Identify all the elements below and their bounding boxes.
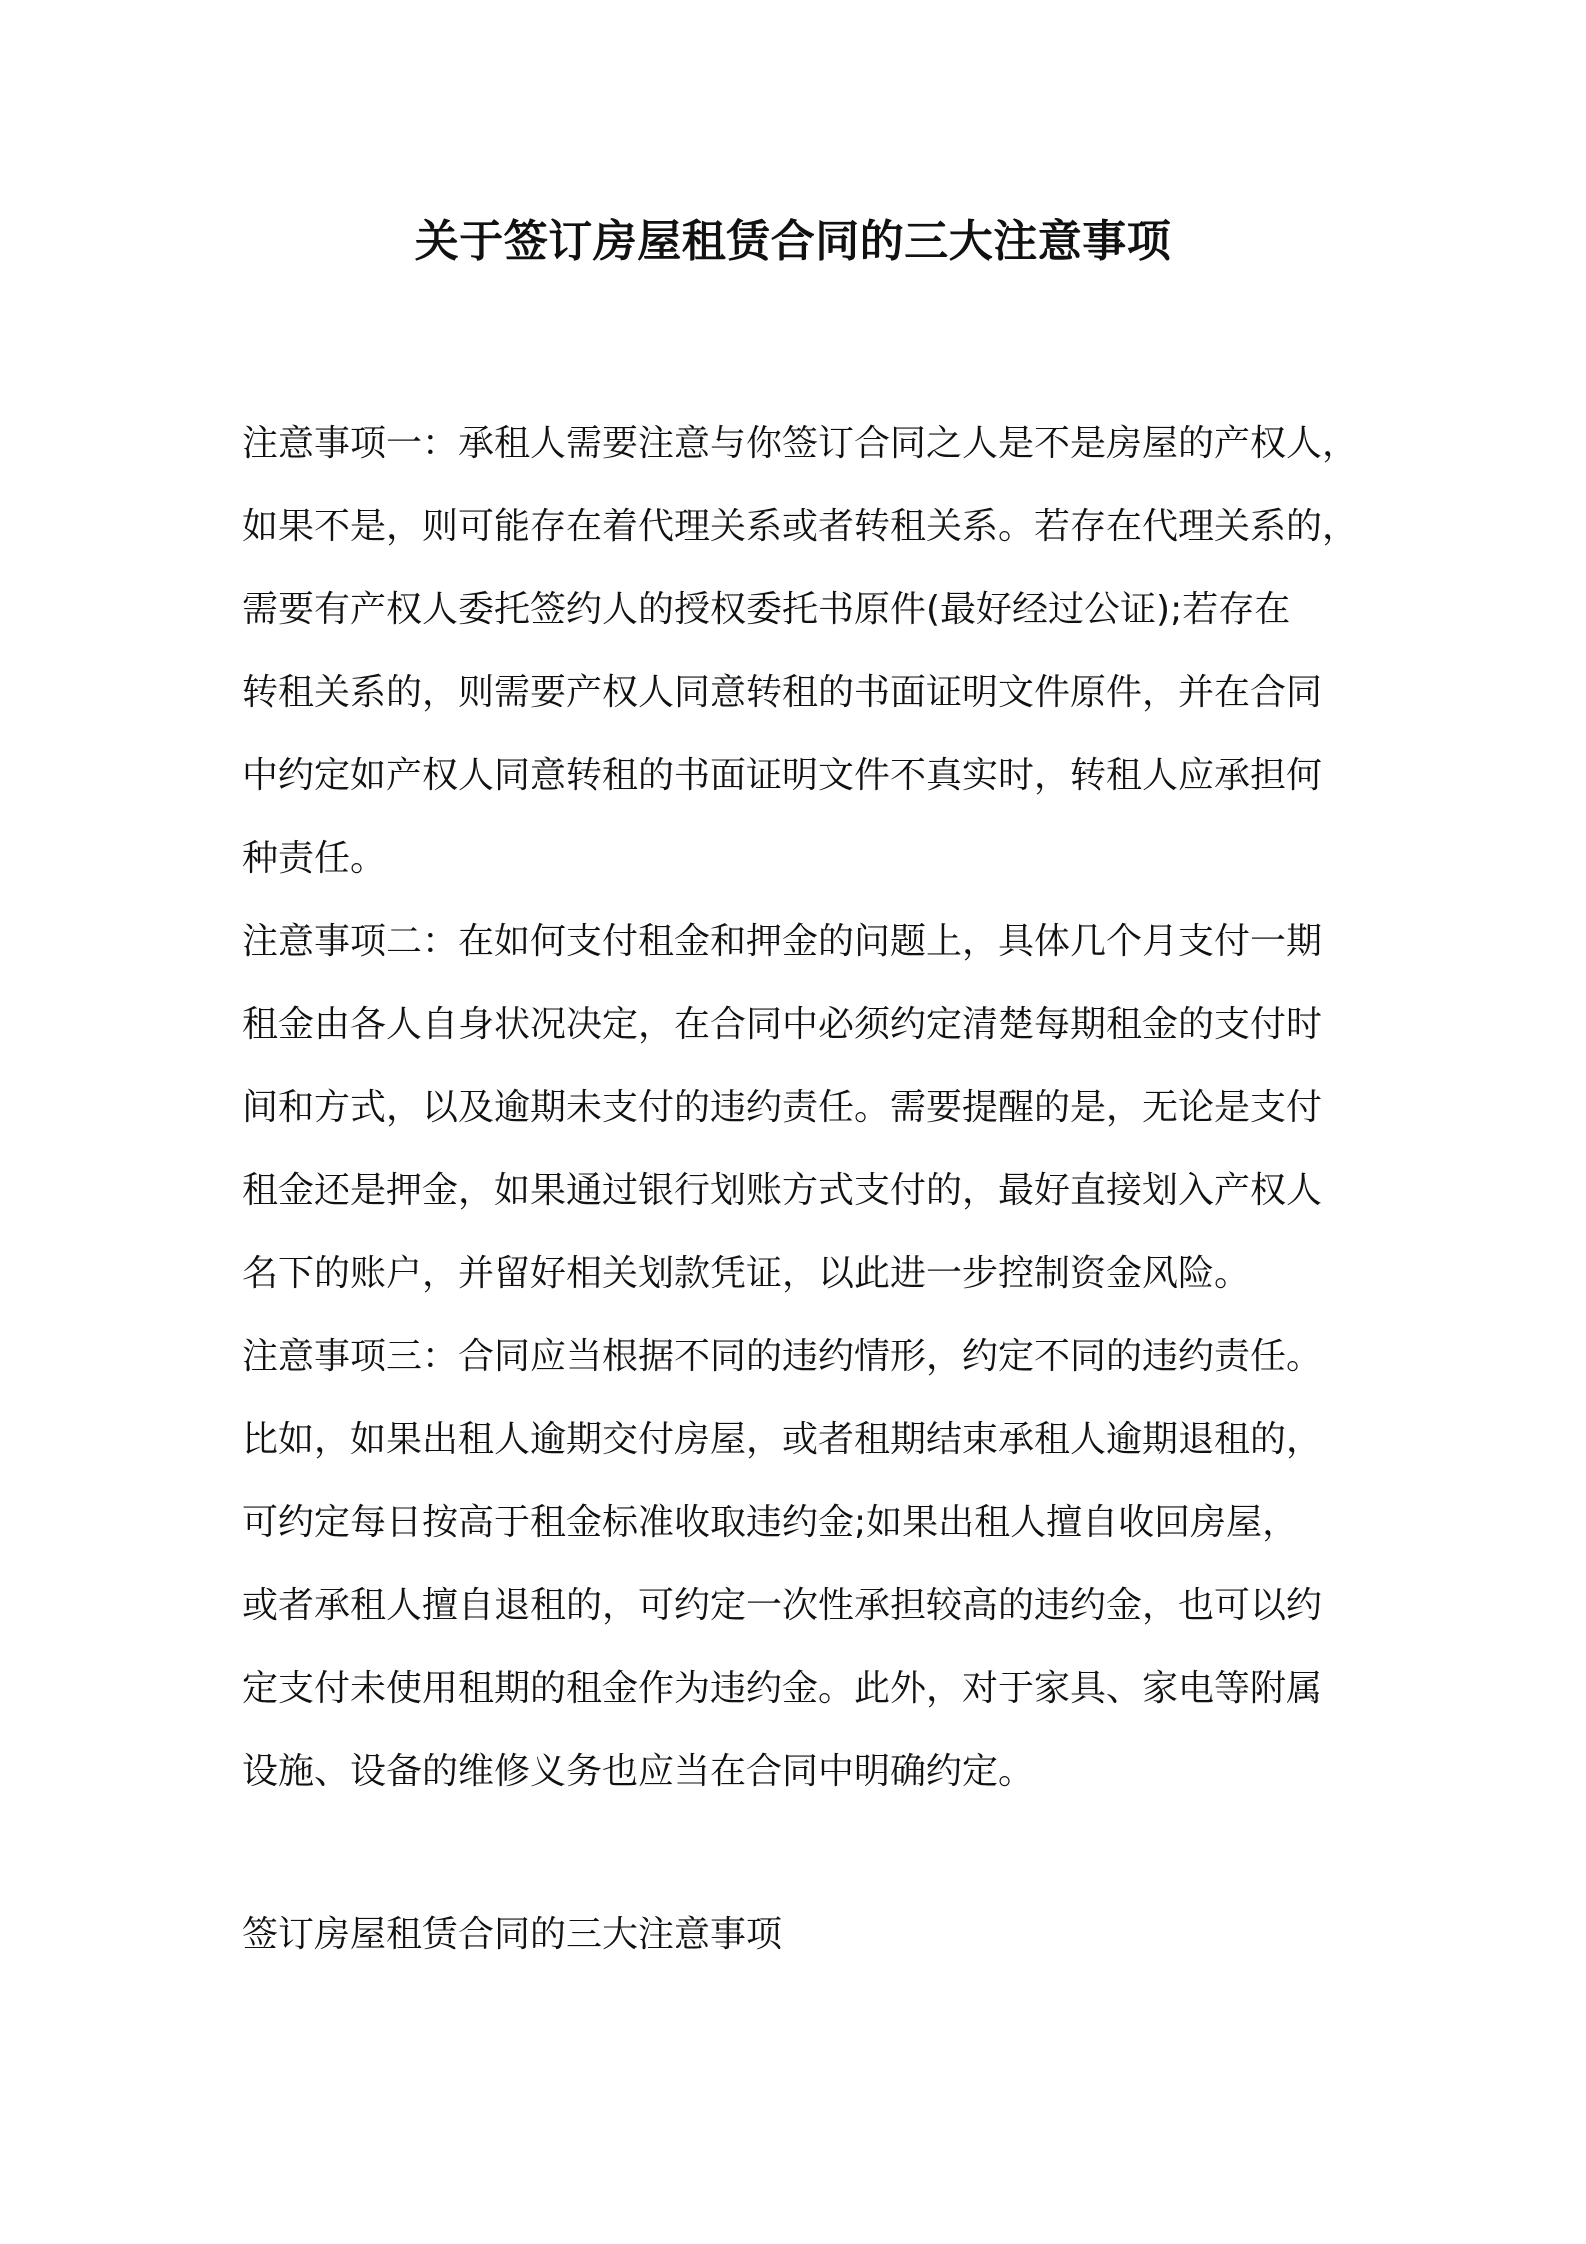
body-line: 租金还是押金，如果通过银行划账方式支付的，最好直接划入产权人 bbox=[242, 1170, 1323, 1211]
body-line: 租金由各人自身状况决定，在合同中必须约定清楚每期租金的支付时 bbox=[242, 1004, 1323, 1045]
body-line: 注意事项一：承租人需要注意与你签订合同之人是不是房屋的产权人， bbox=[242, 423, 1359, 464]
document-title: 关于签订房屋租赁合同的三大注意事项 bbox=[414, 216, 1172, 267]
body-line: 注意事项二：在如何支付租金和押金的问题上，具体几个月支付一期 bbox=[242, 921, 1323, 962]
body-line: 或者承租人擅自退租的，可约定一次性承担较高的违约金，也可以约 bbox=[242, 1585, 1323, 1626]
body-line: 注意事项三：合同应当根据不同的违约情形，约定不同的违约责任。 bbox=[242, 1336, 1323, 1377]
footer-heading: 签订房屋租赁合同的三大注意事项 bbox=[242, 1914, 783, 1955]
body-line: 名下的账户，并留好相关划款凭证，以此进一步控制资金风险。 bbox=[242, 1253, 1251, 1294]
document-body bbox=[242, 402, 1362, 1813]
body-line: 间和方式，以及逾期未支付的违约责任。需要提醒的是，无论是支付 bbox=[242, 1087, 1323, 1128]
body-line: 设施、设备的维修义务也应当在合同中明确约定。 bbox=[242, 1751, 1035, 1792]
body-line: 转租关系的，则需要产权人同意转租的书面证明文件原件，并在合同 bbox=[242, 672, 1323, 713]
body-line: 如果不是，则可能存在着代理关系或者转租关系。若存在代理关系的， bbox=[242, 506, 1359, 547]
body-line: 可约定每日按高于租金标准收取违约金;如果出租人擅自收回房屋， bbox=[242, 1502, 1299, 1543]
body-line: 需要有产权人委托签约人的授权委托书原件(最好经过公证);若存在 bbox=[242, 589, 1291, 630]
body-line: 种责任。 bbox=[242, 838, 387, 879]
body-line: 比如，如果出租人逾期交付房屋，或者租期结束承租人逾期退租的， bbox=[242, 1419, 1323, 1460]
body-line: 定支付未使用租期的租金作为违约金。此外，对于家具、家电等附属 bbox=[242, 1668, 1323, 1709]
body-line: 中约定如产权人同意转租的书面证明文件不真实时，转租人应承担何 bbox=[242, 755, 1323, 796]
